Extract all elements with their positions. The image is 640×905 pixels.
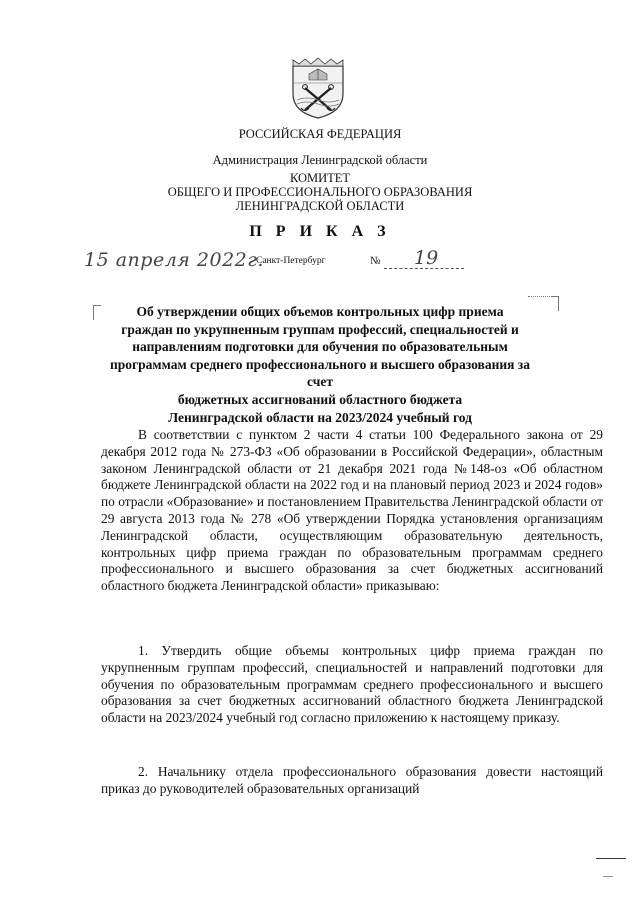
federation-heading: РОССИЙСКАЯ ФЕДЕРАЦИЯ — [238, 127, 402, 141]
order-title: П Р И К А З — [249, 223, 391, 240]
order-subject — [100, 303, 540, 426]
committee-line: ОБЩЕГО И ПРОФЕССИОНАЛЬНОГО ОБРАЗОВАНИЯ — [167, 185, 473, 199]
number-sign: № — [370, 255, 381, 267]
administration-heading: Администрация Ленинградской области — [212, 153, 428, 167]
footer-rule — [596, 858, 626, 859]
committee-heading — [0, 171, 640, 213]
subject-bracket-right — [551, 296, 559, 311]
order-date-line — [84, 249, 564, 273]
subject-line: граждан по укрупненным группам профессий, специальностей и — [121, 321, 519, 337]
coat-of-arms-icon — [289, 56, 347, 120]
subject-line: Ленинградской области на 2023/2024 учебный год — [168, 409, 472, 425]
subject-line: Об утверждении общих объемов контрольных цифр приема — [136, 304, 504, 319]
preamble-paragraph — [101, 427, 603, 595]
committee-line: ЛЕНИНГРАДСКОЙ ОБЛАСТИ — [235, 199, 405, 213]
subject-line: направлениям подготовки для обучения по образовательным — [132, 339, 508, 355]
committee-line: КОМИТЕТ — [289, 171, 351, 185]
city-label: Санкт-Петербург — [256, 256, 326, 266]
subject-line: бюджетных ассигнований областного бюджета — [177, 391, 463, 407]
handwritten-number: 19 — [414, 247, 439, 269]
paragraph-text: В соответствии с пунктом 2 части 4 статьи 100 Федерального закона от 29 декабря 2012 года № 273-ФЗ «Об образовании в Российской Федерации», областным законом Ленинградской области от 21 декабря 2021 года №148-оз «Об областном бюджете Ленинградской области на 2022 год и на плановый период 2023 и 2024 годов» по отрасли «Образование» и постановлением Правительства Ленинградской области от 29 августа 2013 года № 278 «Об утверждении Порядка установления организациям Ленинградской области, осуществляющим образовательную деятельность, контрольных цифр приема граждан по образовательным программам среднего профессионального и высшего образования за счет бюджетных ассигнований областного бюджета Ленинградской области» приказываю: — [101, 427, 603, 594]
clause-2-paragraph — [101, 764, 603, 798]
clause-1-paragraph — [101, 643, 603, 727]
footer-mark — [603, 876, 613, 877]
handwritten-date: 15 апреля 2022г. — [84, 249, 264, 271]
subject-bracket-dash — [528, 296, 550, 297]
paragraph-text: 1. Утвердить общие объемы контрольных цифр приема граждан по укрупненным группам профессий, специальностей и направлений подготовки для обучения по образовательным программам среднего профессионального и высшего образования за счет бюджетных ассигнований областного бюджета Ленинградской области на 2023/2024 учебный год согласно приложению к настоящему приказу. — [101, 643, 603, 726]
subject-line: программам среднего профессионального и высшего образования за счет — [110, 356, 530, 390]
paragraph-text: 2. Начальнику отдела профессионального образования довести настоящий приказ до руководителей образовательных организаций — [101, 764, 603, 796]
